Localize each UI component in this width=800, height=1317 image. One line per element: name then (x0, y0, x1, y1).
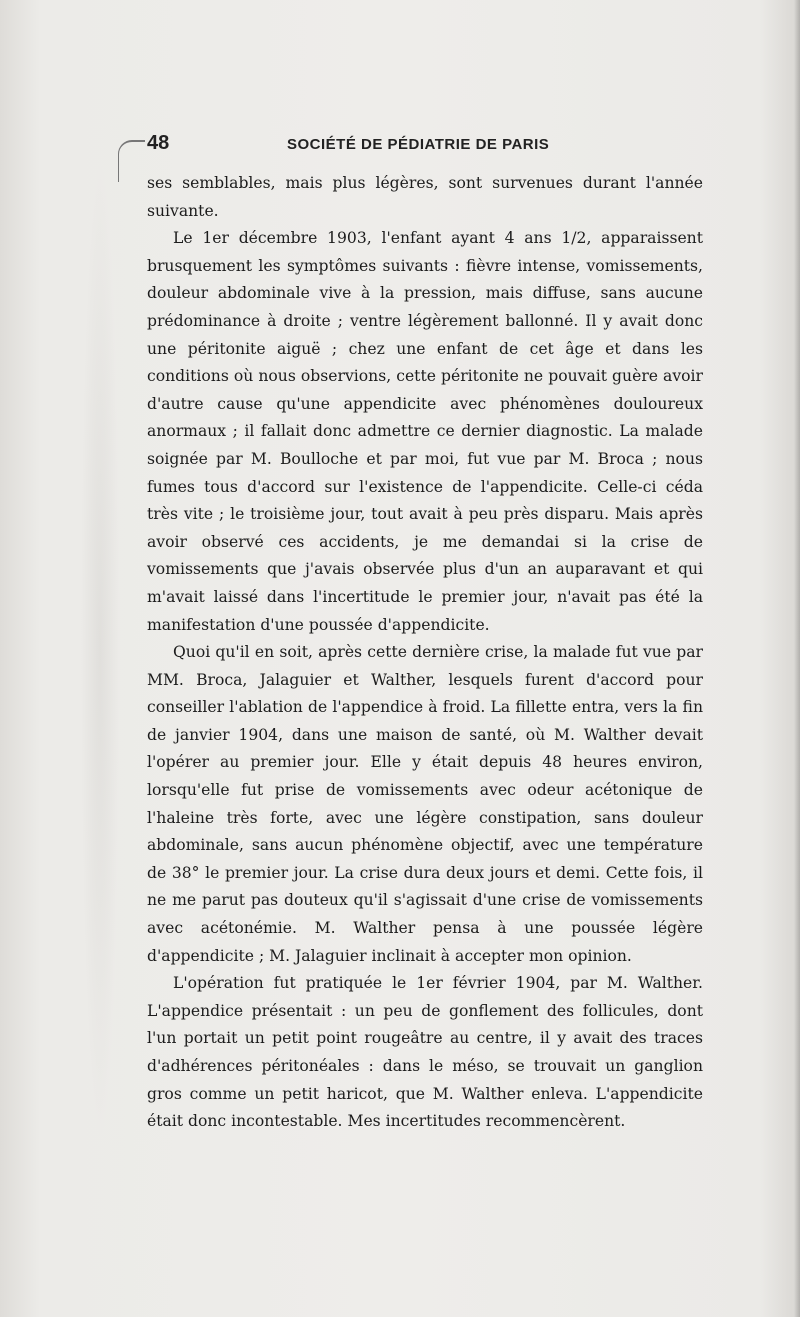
running-title: SOCIÉTÉ DE PÉDIATRIE DE PARIS (287, 136, 550, 153)
paper-stain (80, 150, 120, 1150)
body-text (147, 170, 703, 1136)
paragraph: L'opération fut pratiquée le 1er février 1904, par M. Walther. L'appendice présentait : un peu de gonflement des follicules, dont l'un portait un petit point rougeâtre au centre, il y avait des traces d'adhérences péritonéales : dans le méso, se trouvait un ganglion gros comme un petit haricot, que M. Walther enleva. L'appendicite était donc incontestable. Mes incertitudes recommencèrent. (147, 974, 703, 1131)
paragraph: Le 1er décembre 1903, l'enfant ayant 4 ans 1/2, apparaissent brusquement les symptômes suivants : fièvre intense, vomissements, douleur abdominale vive à la pression, mais diffuse, sans aucune prédominance à droite ; ventre légèrement ballonné. Il y avait donc une péritonite aiguë ; chez une enfant de cet âge et dans les conditions où nous observions, cette péritonite ne pouvait guère avoir d'autre cause qu'une appendicite avec phénomènes douloureux anormaux ; il fallait donc admettre ce dernier diagnostic. La malade soignée par M. Boulloche et par moi, fut vue par M. Broca ; nous fumes tous d'accord sur l'existence de l'appendicite. Celle-ci céda très vite ; le troisième jour, tout avait à peu près disparu. Mais après avoir observé ces accidents, je me demandai si la crise de vomissements que j'avais observée plus d'un an auparavant et qui m'avait laissé dans l'incertitude le premier jour, n'avait pas été la manifestation d'une poussée d'appendicite. (147, 229, 703, 634)
paragraph-continuation: ses semblables, mais plus légères, sont survenues durant l'année suivante. (147, 174, 703, 220)
corner-bracket-mark (118, 140, 145, 182)
page-edge-shadow (794, 0, 800, 1317)
page-number: 48 (147, 132, 170, 154)
paragraph: Quoi qu'il en soit, après cette dernière crise, la malade fut vue par MM. Broca, Jalaguier et Walther, lesquels furent d'accord pour conseiller l'ablation de l'appendice à froid. La fillette entra, vers la fin de janvier 1904, dans une maison de santé, où M. Walther devait l'opérer au premier jour. Elle y était depuis 48 heures environ, lorsqu'elle fut prise de vomissements avec odeur acétonique de l'haleine très forte, avec une légère constipation, sans douleur abdominale, sans aucun phénomène objectif, avec une température de 38° le premier jour. La crise dura deux jours et demi. Cette fois, il ne me parut pas douteux qu'il s'agissait d'une crise de vomissements avec acétonémie. M. Walther pensa à une poussée légère d'appendicite ; M. Jalaguier inclinait à accepter mon opinion. (147, 643, 703, 965)
page-header (147, 134, 703, 160)
